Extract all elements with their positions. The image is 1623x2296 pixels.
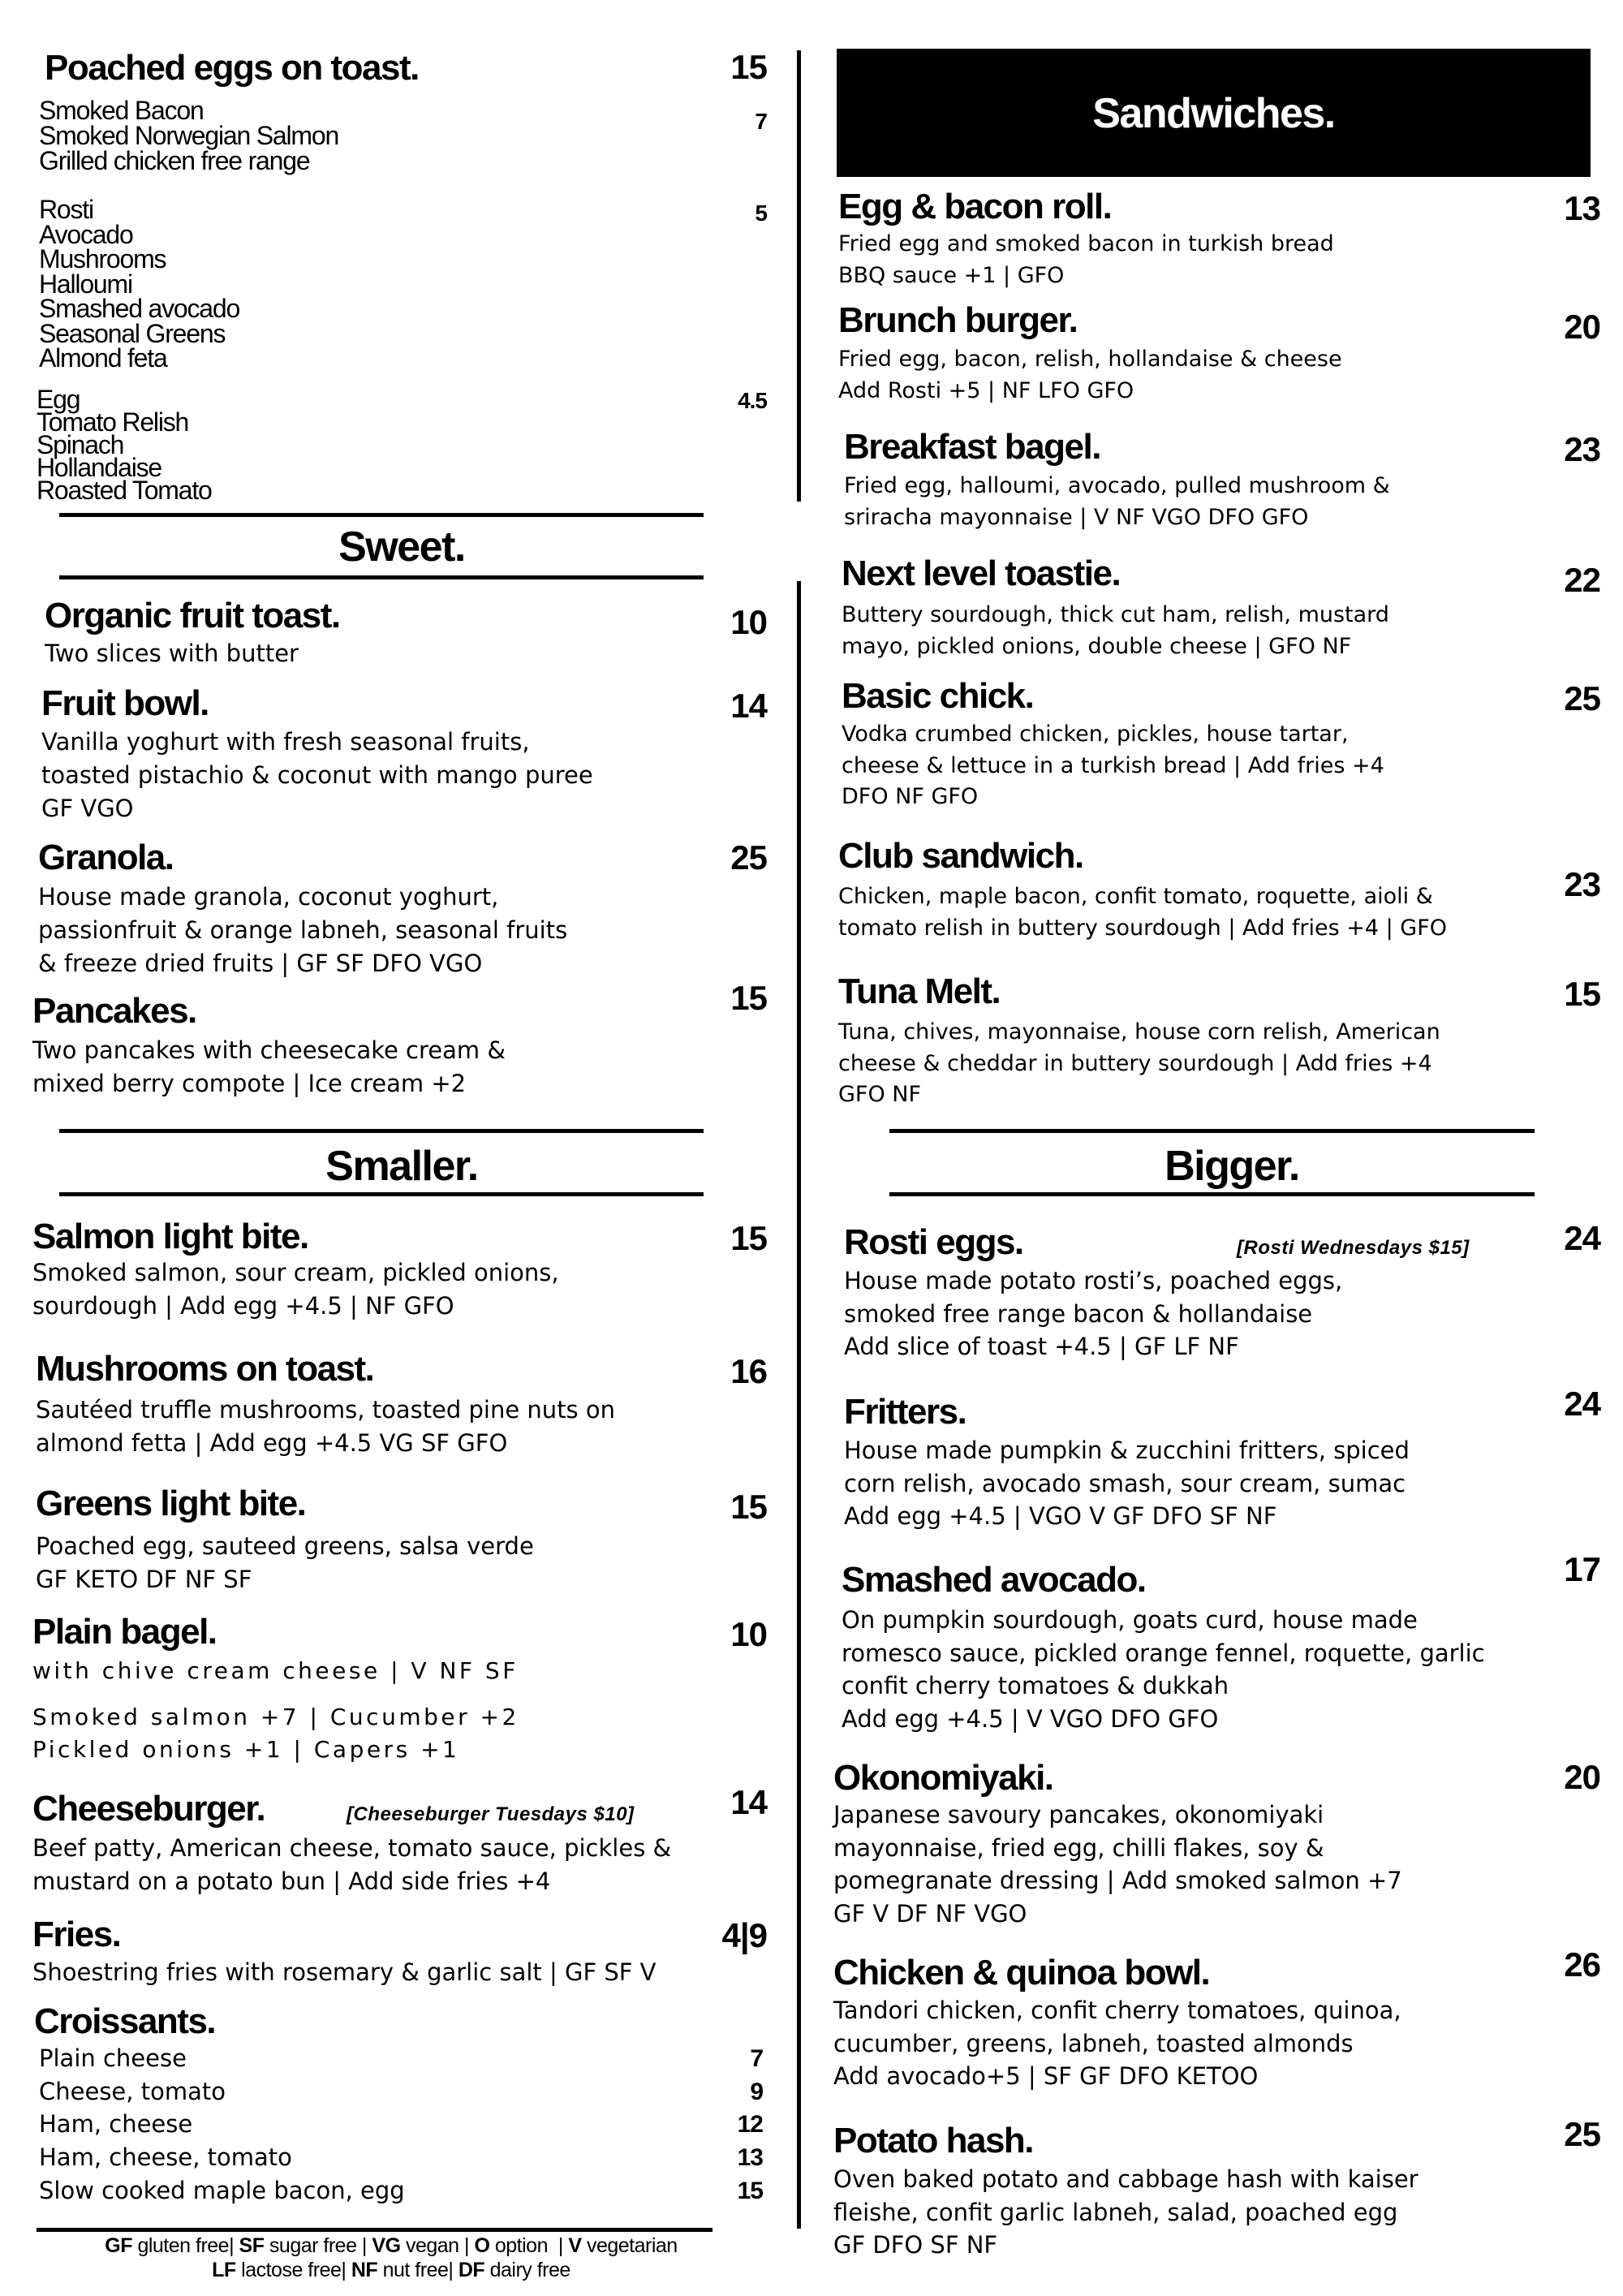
item-description: with chive cream cheese | V NF SF	[32, 1657, 519, 1684]
section-rule	[59, 513, 704, 517]
item-title: Organic fruit toast.	[45, 596, 340, 635]
addon-item: Egg	[37, 385, 80, 414]
addon-item: Spinach	[37, 430, 124, 459]
section-heading-sweet: Sweet.	[338, 523, 465, 571]
item-description: Oven baked potato and cabbage hash with kaiser	[833, 2165, 1419, 2193]
item-title: Basic chick.	[842, 676, 1034, 716]
legend-abbr: O	[474, 2234, 490, 2257]
item-description: fleishe, confit garlic labneh, salad, poached egg	[833, 2198, 1398, 2226]
item-description: Two pancakes with cheesecake cream &	[32, 1036, 506, 1064]
item-title: Poached eggs on toast.	[45, 48, 419, 88]
addon-item: Hollandaise	[37, 453, 162, 482]
item-description: Smoked salmon, sour cream, pickled onions,	[32, 1259, 559, 1286]
item-price: 20	[1564, 308, 1600, 346]
item-price: 14	[730, 687, 767, 725]
item-description: Add Rosti +5 | NF LFO GFO	[838, 377, 1134, 403]
addon-price: 4.5	[738, 388, 767, 413]
item-description: Sautéed truffle mushrooms, toasted pine nuts on	[36, 1396, 616, 1424]
promo-note: [Cheeseburger Tuesdays $10]	[347, 1803, 635, 1825]
section-rule	[59, 1192, 704, 1196]
item-title: Egg & bacon roll.	[838, 187, 1112, 226]
addon-item: Avocado	[39, 219, 133, 249]
item-description: cucumber, greens, labneh, toasted almonds	[833, 2029, 1354, 2057]
item-title: Rosti eggs.	[844, 1222, 1023, 1262]
item-addons: Smoked salmon +7 | Cucumber +2	[32, 1704, 519, 1730]
item-description: DFO NF GFO	[842, 784, 979, 809]
item-price: 23	[1564, 430, 1600, 468]
item-description: GF VGO	[41, 795, 134, 822]
column-divider	[797, 581, 801, 2229]
section-heading-bigger: Bigger.	[1165, 1143, 1299, 1190]
addon-item: Roasted Tomato	[37, 476, 212, 505]
item-description: Chicken, maple bacon, confit tomato, roquette, aioli &	[838, 884, 1433, 909]
item-description: Tuna, chives, mayonnaise, house corn relish, American	[838, 1019, 1440, 1045]
item-description: GF DFO SF NF	[833, 2231, 998, 2259]
item-title: Club sandwich.	[838, 836, 1083, 876]
item-description: Japanese savoury pancakes, okonomiyaki	[833, 1801, 1324, 1829]
item-description: GFO NF	[838, 1082, 922, 1107]
item-price: 24	[1564, 1219, 1600, 1257]
dietary-legend	[26, 2236, 756, 2256]
item-description: Add avocado+5 | SF GF DFO KETOO	[833, 2062, 1259, 2090]
item-description: cheese & cheddar in buttery sourdough | Add fries +4	[838, 1050, 1432, 1076]
legend-meaning: dairy free	[484, 2259, 570, 2281]
croissant-price: 13	[737, 2144, 763, 2172]
column-divider	[797, 50, 801, 502]
item-price: 23	[1564, 865, 1600, 903]
addon-item: Smoked Bacon	[39, 96, 204, 125]
item-title: Smashed avocado.	[842, 1560, 1146, 1600]
addon-price: 5	[755, 200, 767, 226]
item-description: & freeze dried fruits | GF SF DFO VGO	[38, 950, 483, 977]
croissant-price: 12	[737, 2111, 763, 2139]
item-price: 15	[730, 1488, 767, 1526]
item-title: Fries.	[32, 1915, 121, 1954]
addon-item: Tomato Relish	[37, 407, 189, 437]
section-heading-sandwiches: Sandwiches.	[1092, 90, 1335, 137]
item-title: Fritters.	[844, 1392, 966, 1432]
item-description: Fried egg, bacon, relish, hollandaise & cheese	[838, 347, 1342, 372]
item-description: tomato relish in buttery sourdough | Add fries +4 | GFO	[838, 915, 1448, 941]
item-title: Cheeseburger.	[32, 1789, 265, 1829]
legend-abbr: GF	[105, 2234, 132, 2257]
legend-meaning: vegan |	[400, 2234, 475, 2257]
item-description: Vanilla yoghurt with fresh seasonal fruits,	[41, 728, 530, 756]
item-description: corn relish, avocado smash, sour cream, sumac	[844, 1469, 1406, 1497]
legend-rule	[37, 2228, 712, 2232]
item-price: 10	[730, 1615, 767, 1653]
section-rule	[59, 1129, 704, 1133]
legend-abbr: VG	[372, 2234, 401, 2257]
item-description: BBQ sauce +1 | GFO	[838, 262, 1065, 288]
croissant-option: Ham, cheese, tomato	[39, 2143, 292, 2172]
item-description: passionfruit & orange labneh, seasonal fruits	[38, 916, 568, 944]
item-description: mayonnaise, fried egg, chilli flakes, soy &	[833, 1833, 1324, 1862]
item-price: 24	[1564, 1385, 1600, 1423]
item-title: Croissants.	[34, 2001, 216, 2041]
croissant-option: Ham, cheese	[39, 2110, 193, 2139]
legend-meaning: gluten free|	[132, 2234, 239, 2257]
item-title: Granola.	[38, 838, 174, 877]
promo-note: [Rosti Wednesdays $15]	[1237, 1237, 1470, 1259]
item-description: House made granola, coconut yoghurt,	[38, 883, 499, 911]
item-title: Tuna Melt.	[838, 971, 1001, 1011]
item-description: smoked free range bacon & hollandaise	[844, 1299, 1313, 1328]
item-price: 15	[730, 1219, 767, 1257]
item-description: mixed berry compote | Ice cream +2	[32, 1070, 467, 1097]
addon-item: Halloumi	[39, 269, 132, 299]
item-description: confit cherry tomatoes & dukkah	[842, 1672, 1229, 1699]
legend-meaning: sugar free |	[264, 2234, 372, 2257]
addon-item: Almond feta	[39, 343, 167, 373]
croissant-price: 7	[750, 2045, 763, 2072]
addon-item: Seasonal Greens	[39, 318, 226, 348]
item-price: 15	[730, 48, 767, 86]
item-title: Fruit bowl.	[41, 683, 209, 723]
item-description: GF V DF NF VGO	[833, 1899, 1027, 1928]
croissant-option: Plain cheese	[39, 2044, 187, 2072]
item-addons: Pickled onions +1 | Capers +1	[32, 1736, 460, 1763]
item-price: 25	[1564, 2115, 1600, 2153]
legend-abbr: NF	[351, 2259, 378, 2281]
item-title: Breakfast bagel.	[844, 427, 1100, 467]
item-description: Poached egg, sauteed greens, salsa verde	[36, 1532, 534, 1560]
item-title: Okonomiyaki.	[833, 1758, 1053, 1798]
item-price: 22	[1564, 561, 1600, 599]
legend-abbr: SF	[239, 2234, 265, 2257]
item-description: Vodka crumbed chicken, pickles, house tartar,	[842, 722, 1349, 747]
croissant-option: Slow cooked maple bacon, egg	[39, 2176, 405, 2204]
addon-item: Smashed avocado	[39, 294, 240, 323]
legend-abbr: LF	[212, 2259, 236, 2281]
item-title: Pancakes.	[32, 991, 196, 1031]
item-description: almond fetta | Add egg +4.5 VG SF GFO	[36, 1429, 508, 1457]
section-heading-smaller: Smaller.	[325, 1143, 478, 1190]
croissant-price: 15	[737, 2177, 763, 2204]
item-title: Salmon light bite.	[32, 1217, 308, 1256]
item-price: 10	[730, 603, 767, 641]
item-price: 15	[730, 979, 767, 1017]
item-price: 16	[730, 1352, 767, 1390]
item-description: sriracha mayonnaise | V NF VGO DFO GFO	[844, 504, 1309, 530]
item-description: Shoestring fries with rosemary & garlic salt | GF SF V	[32, 1958, 657, 1986]
item-price: 4|9	[721, 1916, 767, 1954]
item-title: Chicken & quinoa bowl.	[833, 1953, 1210, 1992]
addon-item: Smoked Norwegian Salmon	[39, 121, 339, 150]
item-description: Add slice of toast +4.5 | GF LF NF	[844, 1333, 1239, 1360]
item-description: House made pumpkin & zucchini fritters, spiced	[844, 1437, 1410, 1464]
item-description: Two slices with butter	[45, 640, 299, 667]
item-description: pomegranate dressing | Add smoked salmon +7	[833, 1867, 1402, 1894]
item-description: cheese & lettuce in a turkish bread | Add fries +4	[842, 752, 1384, 778]
item-description: Fried egg and smoked bacon in turkish bread	[838, 231, 1334, 256]
item-description: Fried egg, halloumi, avocado, pulled mushroom &	[844, 473, 1390, 498]
item-price: 20	[1564, 1758, 1600, 1796]
item-description: Tandori chicken, confit cherry tomatoes, quinoa,	[833, 1997, 1401, 2024]
item-title: Brunch burger.	[838, 300, 1078, 340]
legend-abbr: DF	[458, 2259, 485, 2281]
item-description: romesco sauce, pickled orange fennel, roquette, garlic	[842, 1639, 1485, 1667]
item-description: GF KETO DF NF SF	[36, 1566, 252, 1593]
addon-item: Rosti	[39, 195, 93, 224]
item-price: 14	[730, 1783, 767, 1821]
item-description: toasted pistachio & coconut with mango puree	[41, 761, 593, 789]
addon-price: 7	[755, 109, 767, 134]
item-description: mustard on a potato bun | Add side fries +4	[32, 1867, 551, 1895]
item-price: 13	[1564, 189, 1600, 227]
section-rule	[889, 1129, 1535, 1133]
item-description: Buttery sourdough, thick cut ham, relish, mustard	[842, 602, 1389, 627]
croissant-option: Cheese, tomato	[39, 2077, 226, 2105]
legend-meaning: nut free|	[377, 2259, 458, 2281]
item-price: 17	[1564, 1550, 1600, 1588]
item-description: House made potato rosti’s, poached eggs,	[844, 1267, 1343, 1294]
item-description: Add egg +4.5 | V VGO DFO GFO	[842, 1704, 1219, 1733]
item-title: Next level toastie.	[842, 554, 1121, 593]
item-description: On pumpkin sourdough, goats curd, house made	[842, 1606, 1418, 1634]
item-description: Add egg +4.5 | VGO V GF DFO SF NF	[844, 1502, 1277, 1530]
addon-item: Mushrooms	[39, 244, 166, 274]
item-title: Greens light bite.	[36, 1484, 306, 1523]
section-rule	[59, 575, 704, 579]
dietary-legend	[26, 2260, 756, 2281]
legend-meaning: lactose free|	[235, 2259, 351, 2281]
item-title: Plain bagel.	[32, 1612, 217, 1652]
addon-item: Grilled chicken free range	[39, 146, 310, 175]
legend-meaning: option |	[489, 2234, 569, 2257]
item-price: 25	[1564, 679, 1600, 717]
item-description: Beef patty, American cheese, tomato sauce, pickles &	[32, 1834, 672, 1862]
item-price: 26	[1564, 1945, 1600, 1984]
croissant-price: 9	[750, 2078, 763, 2105]
item-description: sourdough | Add egg +4.5 | NF GFO	[32, 1292, 454, 1320]
section-rule	[889, 1192, 1535, 1196]
legend-meaning: vegetarian	[581, 2234, 678, 2257]
legend-abbr: V	[568, 2234, 582, 2257]
item-price: 15	[1564, 975, 1600, 1013]
item-price: 25	[730, 838, 767, 877]
item-title: Potato hash.	[833, 2121, 1034, 2160]
item-title: Mushrooms on toast.	[36, 1349, 374, 1389]
item-description: mayo, pickled onions, double cheese | GFO NF	[842, 633, 1352, 659]
